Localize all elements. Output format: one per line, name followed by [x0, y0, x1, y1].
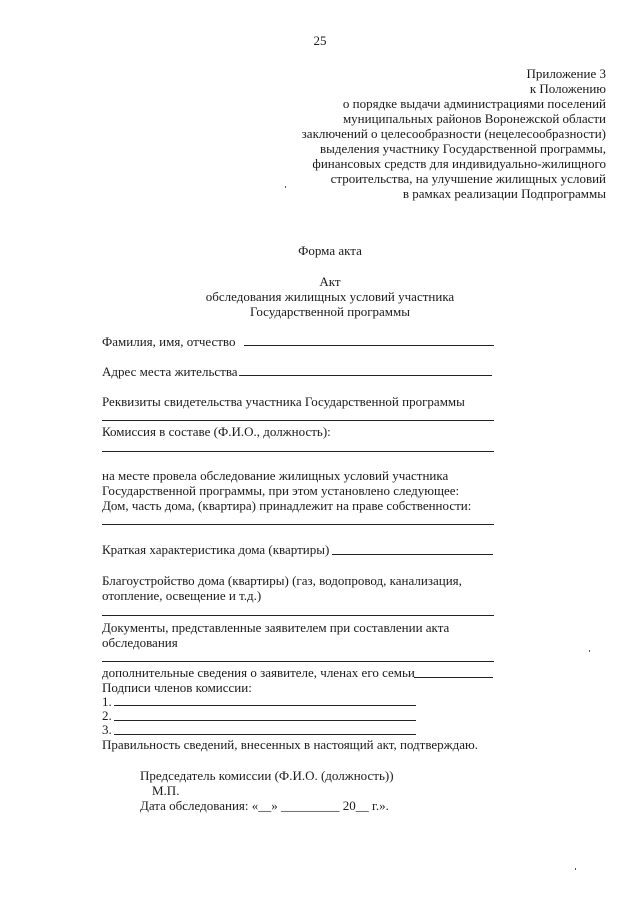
signature-line-3[interactable]: [114, 734, 416, 735]
appendix-line: к Положению: [529, 81, 606, 96]
commission-field[interactable]: [102, 451, 494, 452]
act-title-line: Государственной программы: [249, 304, 410, 319]
survey-date: Дата обследования: «__» _________ 20__ г.».: [140, 798, 389, 813]
confirmation-text: Правильность сведений, внесенных в настоящий акт, подтверждаю.: [102, 737, 479, 752]
ownership-field[interactable]: [102, 524, 494, 525]
documents-label: обследования: [102, 635, 178, 650]
signature-number: 3.: [102, 722, 112, 737]
signature-number: 2.: [102, 708, 112, 723]
form-label: Форма акта: [298, 243, 362, 258]
survey-text: Государственной программы, при этом установлено следующее:: [102, 483, 460, 498]
scan-speck: [589, 650, 590, 652]
signature-line-1[interactable]: [114, 705, 416, 706]
chairman-label: Председатель комиссии (Ф.И.О. (должность)): [140, 768, 394, 783]
address-field[interactable]: [239, 375, 492, 376]
commission-label: Комиссия в составе (Ф.И.О., должность):: [102, 424, 331, 439]
amenities-label: отопление, освещение и т.д.): [102, 588, 262, 603]
appendix-line: муниципальных районов Воронежской области: [342, 111, 606, 126]
amenities-field[interactable]: [102, 615, 494, 616]
certificate-label: Реквизиты свидетельства участника Государственной программы: [102, 394, 465, 409]
scan-speck: [285, 186, 286, 188]
scan-speck: [575, 868, 576, 870]
appendix-line: заключений о целесообразности (нецелесообразности): [301, 126, 606, 141]
documents-field[interactable]: [102, 661, 494, 662]
signature-number: 1.: [102, 694, 112, 709]
act-title-line: обследования жилищных условий участника: [205, 289, 455, 304]
appendix-line: финансовых средств для индивидуально-жилищного: [312, 156, 606, 171]
signatures-label: Подписи членов комиссии:: [102, 680, 252, 695]
appendix-line: строительства, на улучшение жилищных условий: [330, 171, 606, 186]
characteristics-label: Краткая характеристика дома (квартиры): [102, 542, 330, 557]
appendix-line: в рамках реализации Подпрограммы: [402, 186, 606, 201]
page-number: 25: [313, 33, 327, 48]
ownership-label: Дом, часть дома, (квартира) принадлежит на праве собственности:: [102, 498, 472, 513]
address-label: Адрес места жительства: [102, 364, 238, 379]
amenities-label: Благоустройство дома (квартиры) (газ, водопровод, канализация,: [102, 573, 462, 588]
stamp-label: М.П.: [152, 783, 180, 798]
signature-line-2[interactable]: [114, 720, 416, 721]
survey-text: на месте провела обследование жилищных условий участника: [102, 468, 449, 483]
additional-label: дополнительные сведения о заявителе, членах его семьи: [102, 665, 415, 680]
appendix-line: о порядке выдачи администрациями поселений: [342, 96, 606, 111]
additional-field[interactable]: [414, 677, 493, 678]
appendix-line: Приложение 3: [526, 66, 606, 81]
appendix-line: выделения участнику Государственной программы,: [320, 141, 606, 156]
documents-label: Документы, представленные заявителем при составлении акта: [102, 620, 450, 635]
act-title-line: Акт: [319, 274, 341, 289]
fio-label: Фамилия, имя, отчество: [102, 334, 236, 349]
characteristics-field[interactable]: [332, 554, 493, 555]
fio-field[interactable]: [244, 345, 494, 346]
certificate-field[interactable]: [102, 420, 494, 421]
